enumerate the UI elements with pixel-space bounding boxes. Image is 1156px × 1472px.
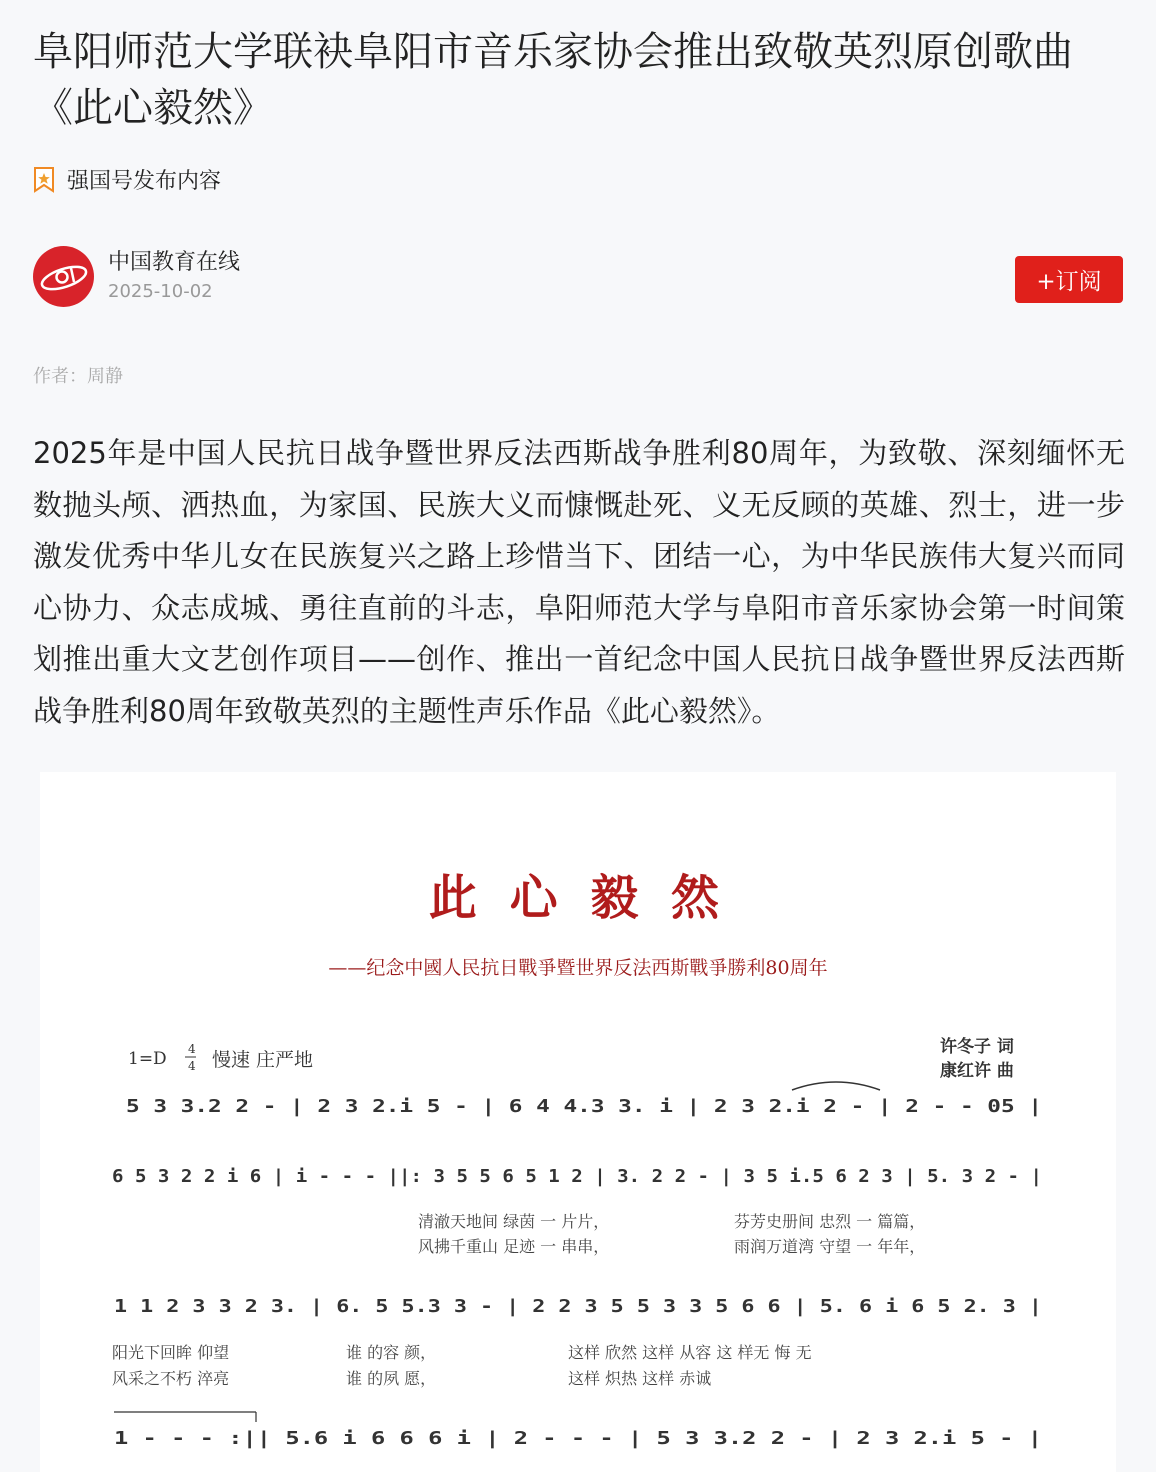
score-title: 此 心 毅 然 bbox=[428, 870, 728, 926]
article-title: 阜阳师范大学联袂阜阳市音乐家协会推出致敬英烈原创歌曲《此心毅然》 bbox=[33, 29, 1073, 131]
lyric-row-3a: 阳光下回眸 仰望 bbox=[112, 1343, 230, 1362]
subscribe-button[interactable]: +订阅 bbox=[1015, 256, 1123, 303]
lyric-row-3c: 这样 欣然 这样 从容 这 样无 悔 无 bbox=[568, 1343, 812, 1362]
sheet-music-image bbox=[40, 772, 1116, 1472]
tie-arc bbox=[792, 1082, 880, 1090]
lyric-row-4b: 谁 的夙 愿， bbox=[346, 1369, 437, 1388]
lyric-row-2a: 风拂千重山 足迹 一 串串， bbox=[418, 1237, 610, 1256]
notation-row-3: 1 1 2 3 3 2 3. | 6. 5 5.3 3 - | 2 2 3 5 5 3 3 5 6 6 | 5. 6 i 6 5 2. 3 | bbox=[114, 1296, 1042, 1317]
notation-row-2: 6 5 3 2 2 i 6 | i - - - ||: 3 5 5 6 5 1 2 | 3. 2 2 - | 3 5 i.5 6 2 3 | 5. 3 2 - | bbox=[112, 1166, 1042, 1187]
account-meta bbox=[108, 248, 240, 306]
account-block bbox=[33, 246, 240, 307]
article-paragraph: 2025年是中国人民抗日战争暨世界反法西斯战争胜利80周年，为致敬、深刻缅怀无数抛头颅、洒热血，为家国、民族大义而慷慨赴死、义无反顾的英雄、烈士，进一步激发优秀中华儿女在民族复兴之路上珍惜当下、团结一心，为中华民族伟大复兴而同心协力、众志成城、勇往直前的斗志，阜阳师范大学与阜阳市音乐家协会第一时间策划推出重大文艺创作项目——创作、推出一首纪念中国人民抗日战争暨世界反法西斯战争胜利80周年致敬英烈的主题性声乐作品《此心毅然》。 bbox=[33, 436, 1125, 728]
lyric-row-2b: 雨润万道湾 守望 一 年年， bbox=[734, 1237, 926, 1256]
bookmark-star-icon bbox=[33, 167, 55, 193]
time-signature-top: 4 bbox=[188, 1042, 196, 1056]
source-label: 强国号发布内容 bbox=[67, 169, 222, 194]
time-signature-bottom: 4 bbox=[188, 1059, 196, 1073]
avatar[interactable] bbox=[33, 246, 94, 307]
account-logo-icon bbox=[38, 260, 90, 294]
score-key: 1=D bbox=[128, 1049, 167, 1069]
score-subtitle: ——纪念中國人民抗日戰爭暨世界反法西斯戰爭勝利80周年 bbox=[328, 957, 828, 979]
score-lyricist: 许冬子 词 bbox=[940, 1037, 1014, 1057]
publish-date: 2025-10-02 bbox=[108, 280, 213, 302]
notation-row-1: 5 3 3.2 2 - | 2 3 2.i 5 - | 6 4 4.3 3. i | 2 3 2.i 2 - | 2 - - 05 | bbox=[126, 1096, 1042, 1117]
score-tempo: 慢速 庄严地 bbox=[212, 1049, 314, 1071]
notation-row-4: 1 - - - :|| 5.6 i 6 6 6 i | 2 - - - | 5 3 3.2 2 - | 2 3 2.i 5 - | bbox=[114, 1428, 1042, 1449]
author-line: 作者：周静 bbox=[33, 366, 123, 387]
account-name[interactable]: 中国教育在线 bbox=[108, 249, 241, 275]
score-composer: 康红许 曲 bbox=[940, 1061, 1014, 1081]
lyric-row-4a: 风采之不朽 淬亮 bbox=[112, 1369, 230, 1388]
lyric-row-1a: 清澈天地间 绿茵 一 片片， bbox=[418, 1212, 610, 1231]
sheet-music-canvas bbox=[40, 772, 1116, 1472]
lyric-row-1b: 芬芳史册间 忠烈 一 篇篇， bbox=[734, 1212, 926, 1231]
source-row bbox=[33, 164, 221, 195]
lyric-row-4c: 这样 炽热 这样 赤诚 bbox=[568, 1369, 712, 1388]
lyric-row-3b: 谁 的容 颜， bbox=[346, 1343, 437, 1362]
